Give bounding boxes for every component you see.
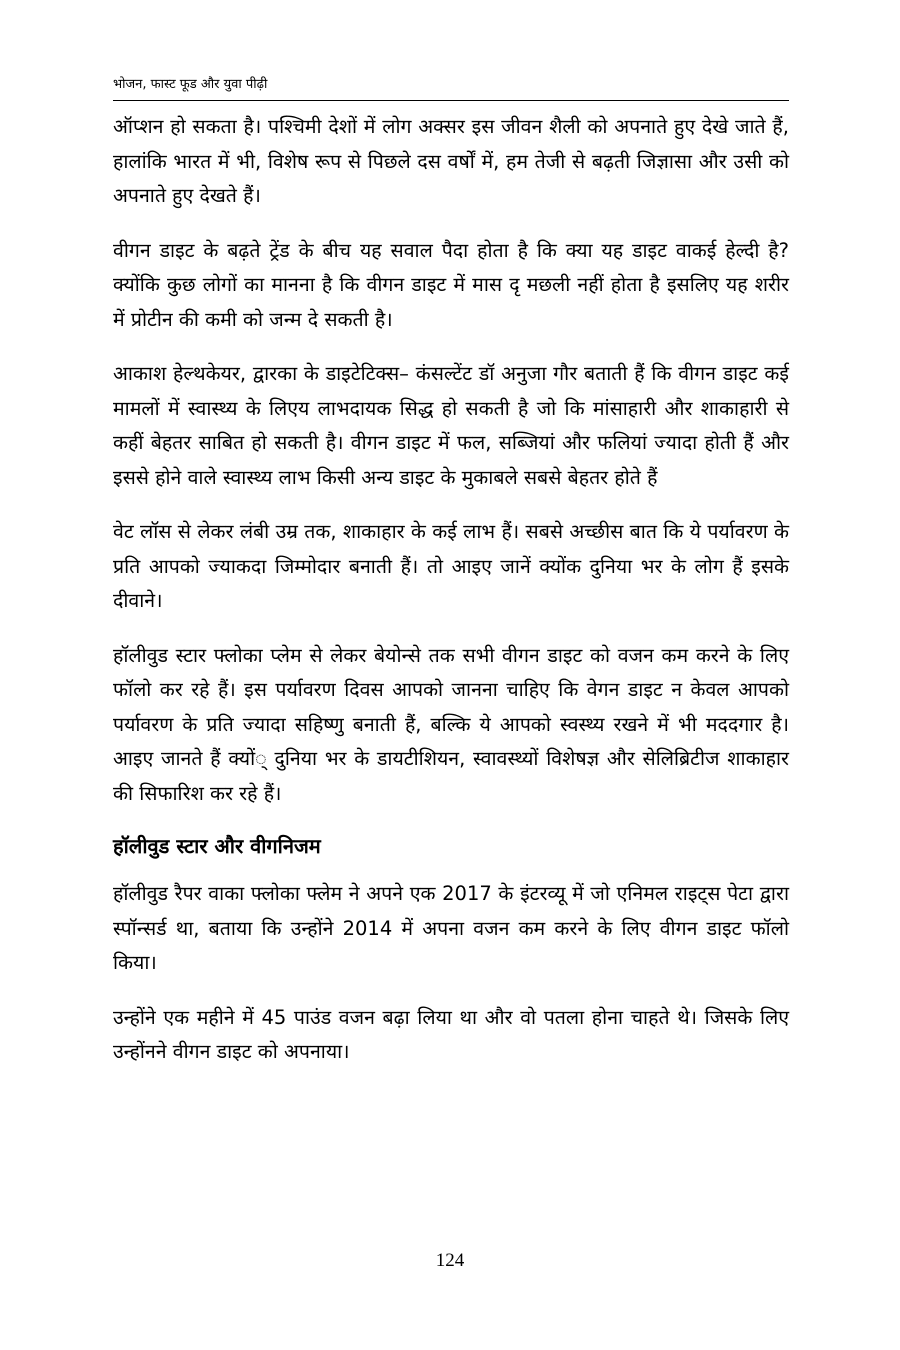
- section-heading: हॉलीवुड स्टार और वीगनिजम: [113, 834, 321, 858]
- body-text: [113, 110, 789, 1090]
- paragraph: हॉलीवुड स्टार फ्लोका प्लेम से लेकर बेयोन्से तक सभी वीगन डाइट को वजन कम करने के लिए फॉलो कर रहे हैं। इस पर्यावरण दिवस आपको जानना चाहिए कि वेगन डाइट न केवल आपको पर्यावरण के प्रति ज्यादा सहिष्णु बनाती हैं, बल्कि ये आपको स्वस्थ्य रखने में भी मददगार है। आइए जानते हैं क्यों् दुनिया भर के डायटीशियन, स्वावस्थ्यों विशेषज्ञ और सेलिब्रिटीज शाकाहार की सिफारिश कर रहे हैं।: [113, 643, 789, 805]
- running-head: भोजन, फास्ट फूड और युवा पीढ़ी: [113, 77, 268, 92]
- paragraph: वेट लॉस से लेकर लंबी उम्र तक, शाकाहार के कई लाभ हैं। सबसे अच्छीस बात कि ये पर्यावरण के प्रति आपको ज्याकदा जिम्मोदार बनाती हैं। तो आइए जानें क्योंक दुनिया भर के लोग हैं इसके दीवाने।: [113, 520, 789, 612]
- page-number: 124: [435, 1250, 465, 1271]
- paragraph: आकाश हेल्थकेयर, द्वारका के डाइटेटिक्स– कंसल्टेंट डॉ अनुजा गौर बताती हैं कि वीगन डाइट कई मामलों में स्वास्थ्य के लिएय लाभदायक सिद्ध हो सकती है जो कि मांसाहारी और शाकाहारी से कहीं बेहतर साबित हो सकती है। वीगन डाइट में फल, सब्जियां और फलियां ज्यादा होती हैं और इससे होने वाले स्वास्थ्य लाभ किसी अन्य डाइट के मुकाबले सबसे बेहतर होते हैं: [113, 362, 789, 489]
- header-rule: [113, 100, 789, 101]
- paragraph: ऑप्शन हो सकता है। पश्चिमी देशों में लोग अक्सर इस जीवन शैली को अपनाते हुए देखे जाते हैं, हालांकि भारत में भी, विशेष रूप से पिछले दस वर्षों में, हम तेजी से बढ़ती जिज्ञासा और उसी को अपनाते हुए देखते हैं।: [113, 115, 789, 207]
- paragraph: वीगन डाइट के बढ़ते ट्रेंड के बीच यह सवाल पैदा होता है कि क्या यह डाइट वाकई हेल्दी है? क्योंकि कुछ लोगों का मानना है कि वीगन डाइट में मास दृ मछली नहीं होता है इसलिए यह शरीर में प्रोटीन की कमी को जन्म दे सकती है।: [113, 238, 789, 331]
- paragraph: हॉलीवुड रैपर वाका फ्लोका फ्लेम ने अपने एक 2017 के इंटरव्यू में जो एनिमल राइट्स पेटा द्वारा स्पॉन्सर्ड था, बताया कि उन्होंने 2014 में अपना वजन कम करने के लिए वीगन डाइट फॉलो किया।: [113, 882, 789, 974]
- paragraph: उन्होंने एक महीने में 45 पाउंड वजन बढ़ा लिया था और वो पतला होना चाहते थे। जिसके लिए उन्होंनने वीगन डाइट को अपनाया।: [113, 1005, 789, 1063]
